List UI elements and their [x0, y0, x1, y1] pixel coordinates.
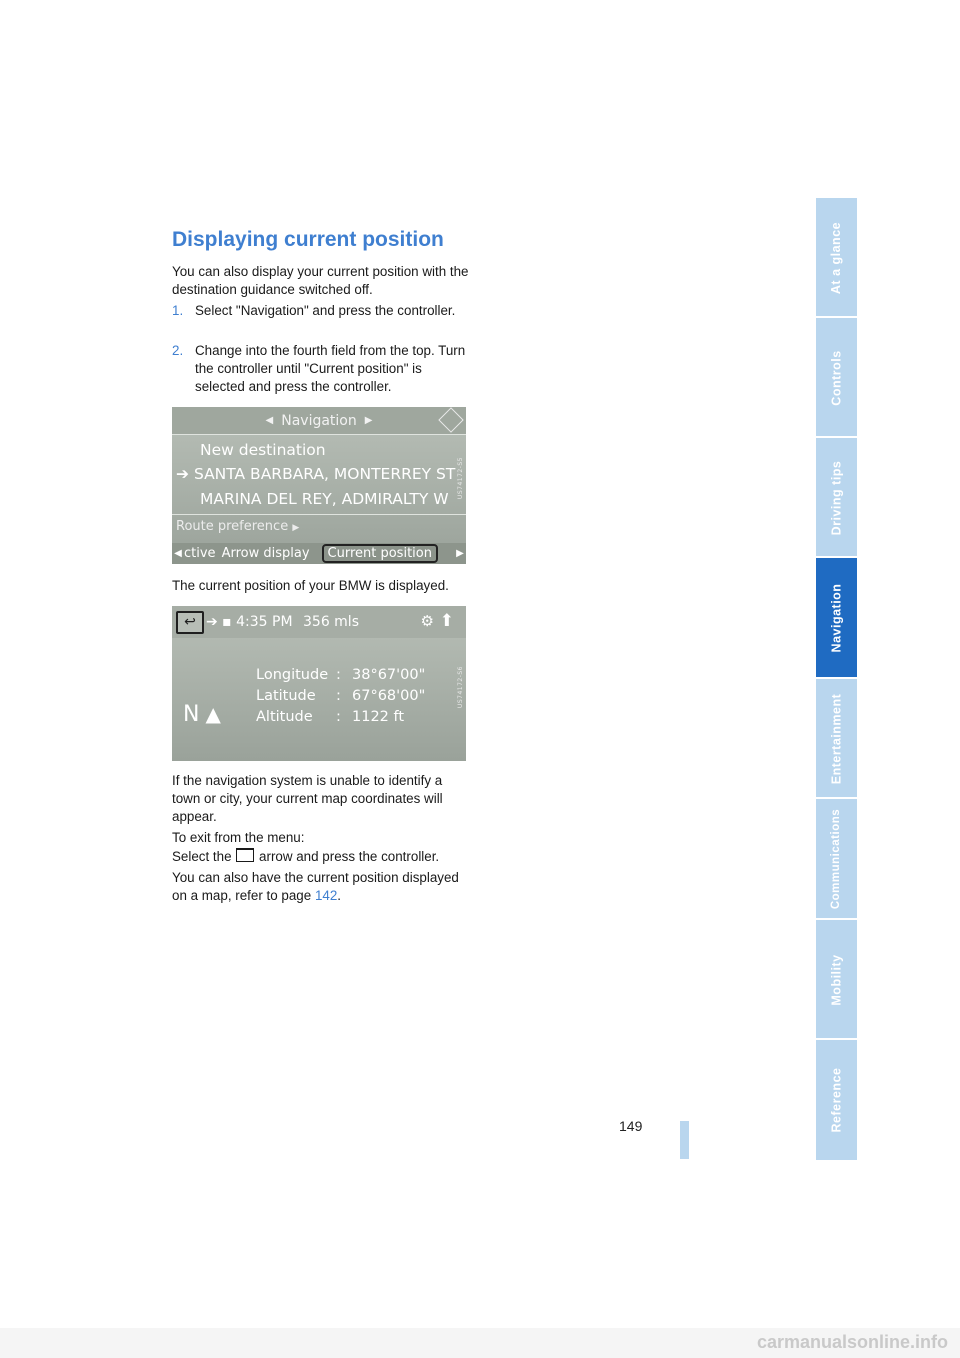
bottom-item-selected: Current position — [322, 544, 438, 563]
screen-bottom-bar — [172, 543, 466, 564]
back-arrow-icon — [236, 848, 254, 862]
coordinate-label: Longitude — [256, 667, 329, 683]
watermark-text: carmanualsonline.info — [756, 1332, 948, 1352]
tab-label: Entertainment — [829, 693, 844, 784]
bottom-item: ctive — [184, 546, 216, 561]
current-position-screenshot — [172, 606, 466, 761]
page-number-bar — [680, 1121, 689, 1159]
destination-label: SANTA BARBARA, MONTERREY ST — [193, 465, 456, 483]
coordinate-label: Latitude — [256, 688, 316, 704]
divider — [172, 434, 466, 435]
tab-label: Controls — [829, 349, 844, 406]
arrival-time: 4:35 PM — [236, 614, 293, 630]
page-reference-link[interactable]: 142 — [314, 888, 338, 903]
trip-info — [206, 614, 359, 630]
distance: 356 mls — [303, 614, 359, 630]
chevron-right-icon: ▶ — [292, 523, 300, 533]
heading-letter: N — [183, 702, 200, 727]
coordinate-row: Latitude : 67°68'00" — [256, 688, 426, 704]
coordinate-value: 38°67'00" — [352, 667, 426, 683]
tab-label: Reference — [829, 1067, 844, 1132]
position-displayed-text: The current position of your BMW is displayed. — [172, 578, 449, 593]
arrow-right-icon: ▶ — [364, 415, 373, 426]
screen-title: Navigation — [281, 412, 357, 429]
coordinate-label: Altitude — [256, 709, 313, 725]
menu-item-destination-1 — [176, 465, 455, 483]
tab-label: Navigation — [829, 583, 844, 652]
step-text: Select "Navigation" and press the controller. — [195, 303, 456, 318]
arrow-left-icon: ◀ — [174, 548, 182, 559]
step-number: 1. — [172, 303, 184, 318]
tab-label: Communications — [830, 808, 843, 909]
map-text: You can also have the current position displayed on a map, refer to page — [172, 870, 459, 903]
map-reference-text — [172, 869, 472, 905]
back-arrow-icon: ↩ — [176, 611, 204, 634]
route-arrow-icon: ➔ ▪ — [206, 614, 232, 630]
coordinate-row: Longitude : 38°67'00" — [256, 667, 426, 683]
tab-at-a-glance[interactable] — [816, 198, 857, 317]
tab-label: Mobility — [829, 953, 844, 1006]
exit-text-before: Select the — [172, 849, 232, 864]
coordinate-value: 1122 ft — [352, 709, 405, 725]
menu-item-destination-2: MARINA DEL REY, ADMIRALTY W — [200, 490, 449, 508]
tab-reference[interactable] — [816, 1040, 857, 1159]
page-number: 149 — [619, 1118, 643, 1134]
bottom-item: Arrow display — [221, 546, 310, 561]
tab-navigation[interactable] — [816, 558, 857, 677]
map-text-end: . — [337, 888, 342, 903]
chapter-tabs — [816, 198, 857, 1160]
navigation-arrow-icon: ▲ — [205, 702, 221, 726]
tab-label: Driving tips — [829, 460, 844, 535]
route-preference-label: Route preference — [176, 519, 289, 534]
exit-text-after: arrow and press the controller. — [259, 849, 440, 864]
image-code: US74172-S6 — [457, 666, 464, 709]
step-number: 2. — [172, 343, 184, 358]
tab-controls[interactable] — [816, 318, 857, 437]
compass-heading — [183, 702, 221, 727]
exit-label: To exit from the menu: — [172, 830, 305, 845]
watermark-bar — [0, 1328, 960, 1358]
settings-icon: ⚙ — [420, 612, 434, 630]
intro-text: You can also display your current position with the destination guidance switched off. — [172, 264, 469, 297]
route-arrow-icon: ➔ — [176, 465, 189, 483]
tab-communications[interactable] — [816, 799, 857, 918]
step-text: Change into the fourth field from the top. Turn the controller until "Current position" is selected and press the controller. — [195, 343, 466, 394]
arrow-left-icon: ◀ — [265, 415, 274, 426]
coordinate-row: Altitude : 1122 ft — [256, 709, 405, 725]
page-title: Displaying current position — [172, 228, 444, 251]
tab-mobility[interactable] — [816, 920, 857, 1039]
menu-item-new-destination: New destination — [200, 441, 326, 459]
tab-driving-tips[interactable] — [816, 438, 857, 557]
divider — [172, 514, 466, 515]
unable-identify-text: If the navigation system is unable to identify a town or city, your current map coordinates will appear. — [172, 773, 443, 824]
tab-entertainment[interactable] — [816, 679, 857, 798]
exit-instruction — [172, 848, 472, 866]
navigation-menu-screenshot — [172, 407, 466, 564]
tab-label: At a glance — [829, 221, 844, 294]
coordinates-list — [256, 667, 425, 730]
image-code: US74172-S5 — [457, 457, 464, 500]
route-preference-item — [176, 519, 299, 534]
coordinate-value: 67°68'00" — [352, 688, 426, 704]
up-arrow-icon: ⬆ — [439, 611, 454, 631]
screen-title-bar — [172, 407, 466, 434]
arrow-right-icon: ▶ — [456, 548, 464, 559]
